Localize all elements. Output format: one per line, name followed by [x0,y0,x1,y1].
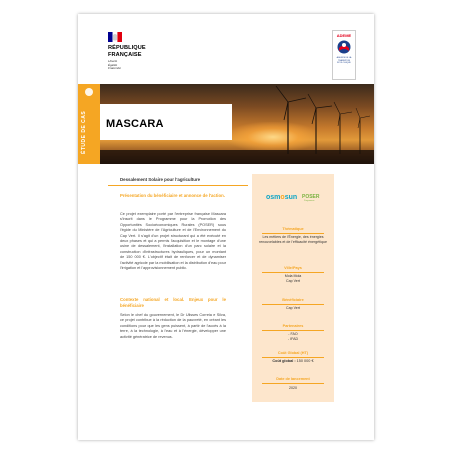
ville-value-city: Mola Mola [284,274,302,278]
page-title: MASCARA [106,118,164,130]
beneficiaire-label: Bénéficiaire [282,298,304,302]
ademe-subtitle: AGENCE DE LA TRANSITION ÉCOLOGIQUE [336,57,352,65]
marianne-logo-icon [108,32,122,42]
francaise-label: FRANÇAISE [108,52,142,58]
section-text-presentation: Ce projet exemplaire porté par l'entreprise française Mascara s'inscrit dans le Programme pour la Promotion des Opportunités Socioéconomiques Rurales (POSER) sous l'égide du Ministère de l'Agriculture et de l'Environnement du Cap Vert. Il s'agit d'un projet structurant qui a été exécuté en deux phases et qui a permis l'acquisition et le montage d'une usine de dessalement, l'installation d'un parc solaire et la construction d'infrastructures hydrauliques, pour un montant de 150 000 €. L'objectif était de renforcer et de dynamiser l'activité agricole par la mobilisation et la distribution d'eau pour l'irrigation et l'approvisionnement public. [120,212,226,271]
ville-divider [262,272,324,273]
document-page [78,14,374,440]
beneficiaire-value: Cap Vert [286,306,300,310]
republique-label: RÉPUBLIQUE [108,45,146,51]
ademe-emblem-icon [337,40,351,54]
thematique-value: Les métiers de l'Énergie, des énergies renouvelables et de l'efficacité énergétique [259,235,327,244]
thematique-divider [262,233,324,234]
ademe-label: ADEME [336,33,352,38]
cout-label: Coût Global (HT) [277,351,309,355]
page-header [78,14,374,84]
poser-logo-subtitle: Programme [304,200,315,202]
cout-divider [262,357,324,358]
osmosun-logo: osmosun [266,194,298,201]
ademe-logo [332,30,356,80]
partenaire-ifad: - IFAD [287,337,299,341]
ville-value-country: Cap Vert [286,279,300,283]
date-divider [262,383,324,384]
partenaires-divider [262,330,324,331]
ville-label: Ville/Pays [284,266,302,270]
date-value: 2020 [289,386,297,390]
cout-value: Coût global : 150 000 € [272,359,314,363]
partenaire-fao: - FAO [288,332,298,336]
thematique-label: Thématique [282,227,304,231]
section-heading-context: Contexte national et local. Enjeux pour le bénéficiaire [120,297,226,308]
section-text-context: Selon le chef du gouvernement, le Dr Ulisses Correia e Silva, ce projet contribue à la réduction de la pauvreté, en créant les conditions pour que les gens puissent, à partir de l'accès à la terre, à la technologie, à l'eau et à l'énergie, développer une activité génératrice de revenus. [120,313,226,339]
partner-logos [256,186,330,210]
subtitle-divider [108,185,248,186]
band-marker-icon [85,88,93,96]
section-heading-presentation: Présentation du bénéficiaire et annonce de l'action. [120,193,225,198]
poser-logo: POSER [302,194,320,200]
beneficiaire-divider [262,304,324,305]
partenaires-label: Partenaires [282,324,304,328]
date-label: Date de lancement [276,377,310,381]
case-study-vertical-label: ÉTUDE DE CAS [81,110,87,154]
republic-motto: Liberté Égalité Fraternité [108,59,121,71]
project-subtitle: Dessalement Solaire pour l'agriculture [120,177,201,182]
